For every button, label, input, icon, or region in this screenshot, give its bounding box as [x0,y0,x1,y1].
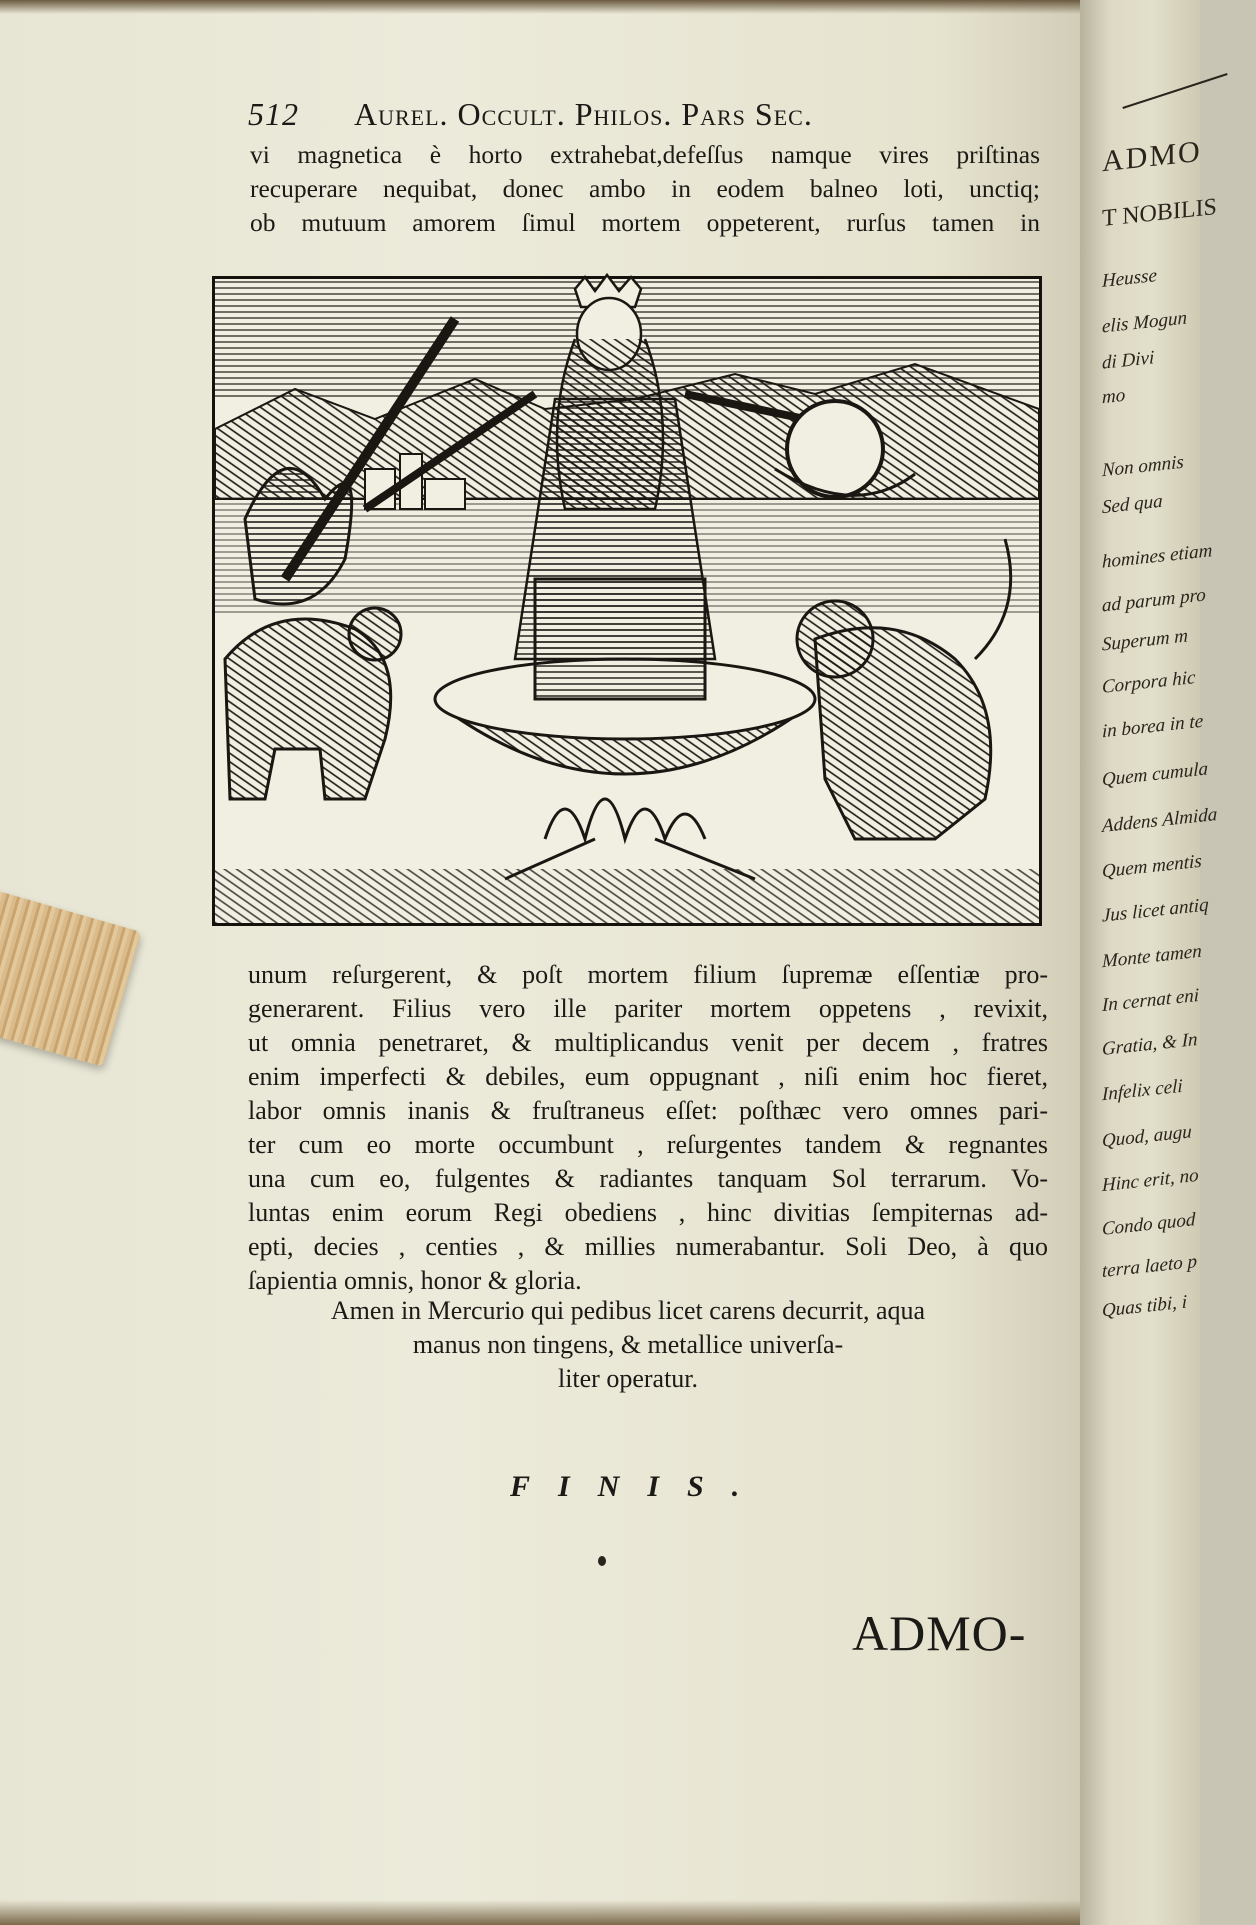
text-line: enim imperfecti & debiles, eum oppugnant , niſi enim hoc fieret, [248,1062,1048,1091]
running-title: Aurel. Occult. Philos. Pars Sec. [354,96,813,132]
text-line: ter cum eo morte occumbunt , reſurgentes tandem & regnantes [248,1130,1048,1159]
next-page-line: in borea in te [1102,710,1204,743]
page-number: 512 [248,96,299,132]
next-page-line: terra laeto p [1102,1251,1197,1282]
amen-line: liter operatur. [557,1364,699,1393]
next-page-line: Sed qua [1102,490,1163,519]
main-text-body [248,958,1048,1298]
text-line: ut omnia penetraret, & multiplicandus venit per decem , fratres [248,1028,1048,1057]
woodcut-illustration [212,276,1042,926]
next-page-line: homines etiam [1102,540,1213,573]
next-page-rule [1122,73,1227,109]
woodcut-engraving [215,279,1039,923]
next-page-line: Corpora hic [1102,667,1196,698]
next-page-line: Superum m [1102,625,1189,656]
next-page-line: Infelix celi [1102,1075,1183,1106]
next-page-line: ad parum pro [1102,584,1206,617]
amen-line: Amen in Mercurio qui pedibus licet carens decurrit, aqua [330,1296,926,1325]
page-bottom-edge [0,1900,1100,1925]
next-page-line: In cernat eni [1102,984,1200,1017]
text-line: ſapientia omnis, honor & gloria. [248,1266,582,1295]
next-page-line: Hinc erit, no [1102,1164,1199,1197]
next-page-line: Condo quod [1102,1209,1196,1240]
text-line: labor omnis inanis & fruſtraneus eſſet: poſthæc vero omnes pari- [248,1096,1048,1125]
text-line: una cum eo, fulgentes & radiantes tanquam Sol terrarum. Vo- [248,1164,1048,1193]
next-page-line: elis Mogun [1102,307,1187,338]
text-before-woodcut [250,138,1040,240]
next-page-line: Quas tibi, i [1102,1291,1187,1322]
next-page-edge [1080,0,1218,1925]
amen-closing [0,1291,1256,1396]
text-line: generarent. Filius vero ille pariter mortem oppetens , revixit, [248,994,1048,1023]
amen-line: manus non tingens, & metallice univerſa- [412,1330,844,1359]
next-page-heading: ADMO [1102,134,1202,179]
next-page-line: Quem cumula [1102,758,1209,791]
page-top-shadow [0,0,1100,14]
next-page-line: Monte tamen [1102,940,1202,973]
ornament-dot [598,1556,606,1566]
next-page-line: Jus licet antiq [1102,894,1209,927]
next-page-line: di Divi [1102,347,1155,374]
next-page-line: Gratia, & In [1102,1028,1198,1061]
next-page-subheading: T NOBILIS [1102,193,1217,233]
next-page-line: Addens Almida [1102,803,1218,838]
text-line: ob mutuum amorem ſimul mortem oppeterent, rurſus tamen in [250,208,1040,237]
text-line: unum reſurgerent, & poſt mortem filium ſupremæ eſſentiæ pro- [248,960,1048,989]
finis-mark: FINIS. [510,1470,768,1503]
text-line: epti, decies , centies , & millies numerabantur. Soli Deo, à quo [248,1232,1048,1261]
next-page-line: mo [1102,384,1126,409]
catchword: ADMO- [852,1605,1027,1661]
next-page-line: Heusse [1102,265,1157,292]
text-line: luntas enim eorum Regi obediens , hinc divitias ſempiternas ad- [248,1198,1048,1227]
next-page-line: Non omnis [1102,451,1184,482]
next-page-line: Quem mentis [1102,850,1202,883]
text-line: vi magnetica è horto extrahebat,defeſſus namque vires priſtinas [250,140,1040,169]
text-line: recuperare nequibat, donec ambo in eodem balneo loti, unctiq; [250,174,1040,203]
next-page-line: Quod, augu [1102,1121,1192,1152]
